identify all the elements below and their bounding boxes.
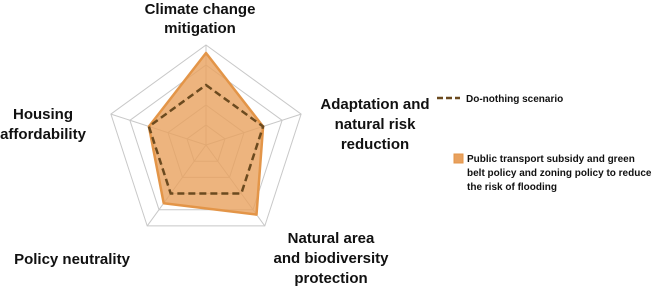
axis-label-5-line-2: affordability <box>0 126 86 143</box>
axis-label-1 <box>145 1 256 37</box>
legend-label-do-nothing: Do-nothing scenario <box>466 94 564 105</box>
axis-label-3-line-3: protection <box>294 270 368 287</box>
axis-label-2-line-1: Adaptation and <box>320 96 430 113</box>
legend-label-policy-line-3: the risk of flooding <box>467 182 557 193</box>
legend <box>437 94 652 193</box>
legend-label-policy <box>467 154 652 193</box>
axis-label-1-line-1: Climate change <box>144 1 256 18</box>
axis-label-2-line-3: reduction <box>340 136 410 153</box>
axis-label-3 <box>273 230 389 287</box>
axis-label-5-line-1: Housing <box>13 106 73 123</box>
axis-label-5 <box>0 106 86 143</box>
axis-label-2 <box>320 96 429 153</box>
legend-label-policy-line-1: Public transport subsidy and green <box>467 154 635 165</box>
axis-label-4 <box>14 251 131 268</box>
axis-label-3-line-2: and biodiversity <box>273 250 389 267</box>
axis-label-4-line-1: Policy neutrality <box>14 251 130 268</box>
legend-swatch-policy <box>454 154 463 163</box>
axis-label-2-line-2: natural risk <box>334 116 416 133</box>
series-policy-area <box>149 53 263 215</box>
legend-label-policy-line-2: belt policy and zoning policy to reduce <box>467 168 652 179</box>
axis-label-1-line-2: mitigation <box>164 20 236 37</box>
radar-series-layer <box>149 53 263 215</box>
axis-label-3-line-1: Natural area <box>287 230 375 247</box>
